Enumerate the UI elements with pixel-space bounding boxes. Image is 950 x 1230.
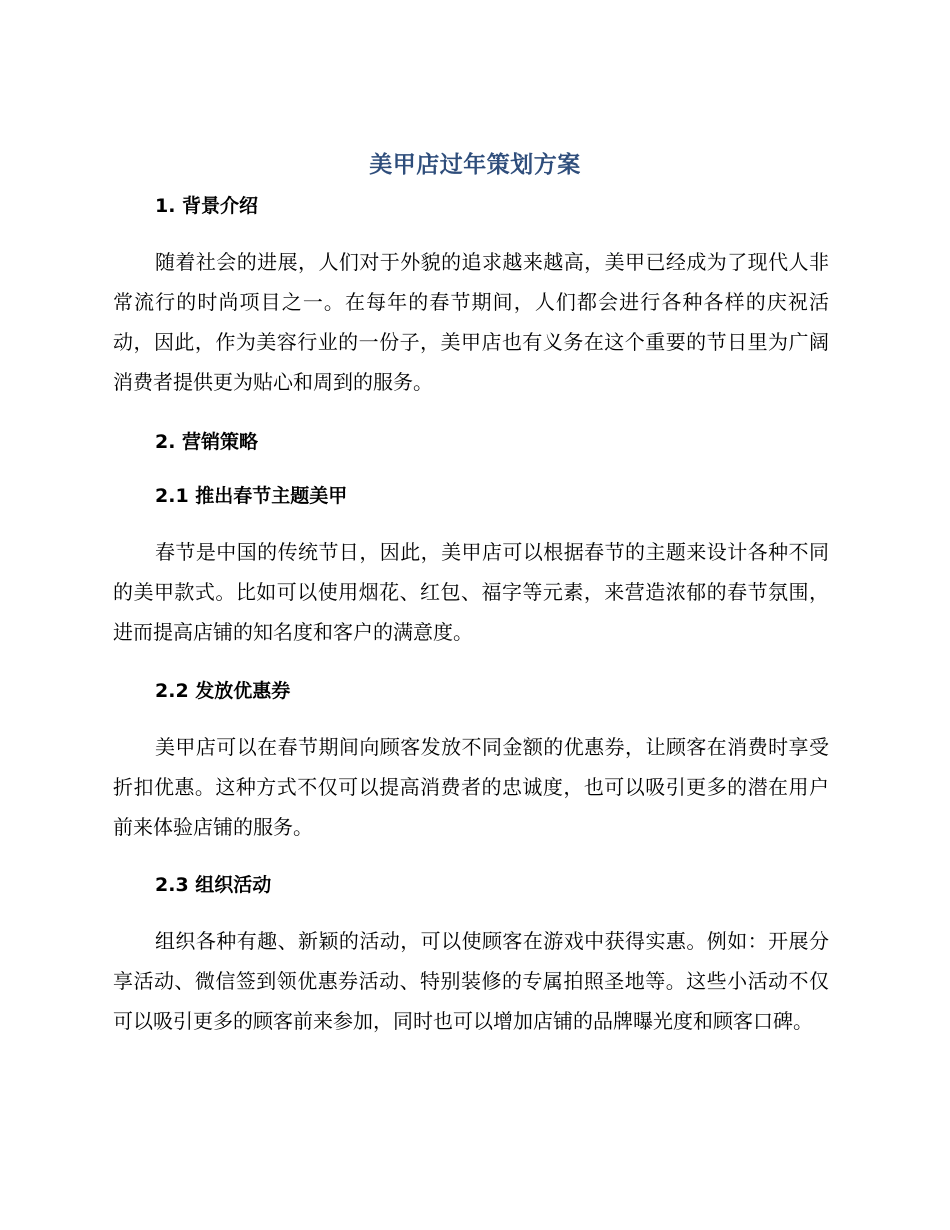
section-heading-background: 1. 背景介绍 (155, 195, 259, 217)
subsection-heading-coupons: 2.2 发放优惠券 (155, 680, 291, 702)
subsection-heading-theme-nails: 2.1 推出春节主题美甲 (155, 485, 348, 507)
subsection-heading-activities: 2.3 组织活动 (155, 874, 272, 896)
paragraph-activities: 组织各种有趣、新颖的活动，可以使顾客在游戏中获得实惠。例如：开展分享活动、微信签到领优惠券活动、特别装修的专属拍照圣地等。这些小活动不仅可以吸引更多的顾客前来参加，同时也可以增加店铺的品牌曝光度和顾客口碑。 (113, 929, 829, 1033)
paragraph-coupons: 美甲店可以在春节期间向顾客发放不同金额的优惠券，让顾客在消费时享受折扣优惠。这种方式不仅可以提高消费者的忠诚度，也可以吸引更多的潜在用户前来体验店铺的服务。 (113, 735, 829, 839)
paragraph-background: 随着社会的进展，人们对于外貌的追求越来越高，美甲已经成为了现代人非常流行的时尚项目之一。在每年的春节期间，人们都会进行各种各样的庆祝活动，因此，作为美容行业的一份子，美甲店也有义务在这个重要的节日里为广阔消费者提供更为贴心和周到的服务。 (113, 250, 829, 394)
paragraph-theme-nails: 春节是中国的传统节日，因此，美甲店可以根据春节的主题来设计各种不同的美甲款式。比如可以使用烟花、红包、福字等元素，来营造浓郁的春节氛围，进而提高店铺的知名度和客户的满意度。 (113, 540, 829, 644)
section-heading-marketing: 2. 营销策略 (155, 431, 259, 453)
document-title: 美甲店过年策划方案 (369, 152, 581, 178)
